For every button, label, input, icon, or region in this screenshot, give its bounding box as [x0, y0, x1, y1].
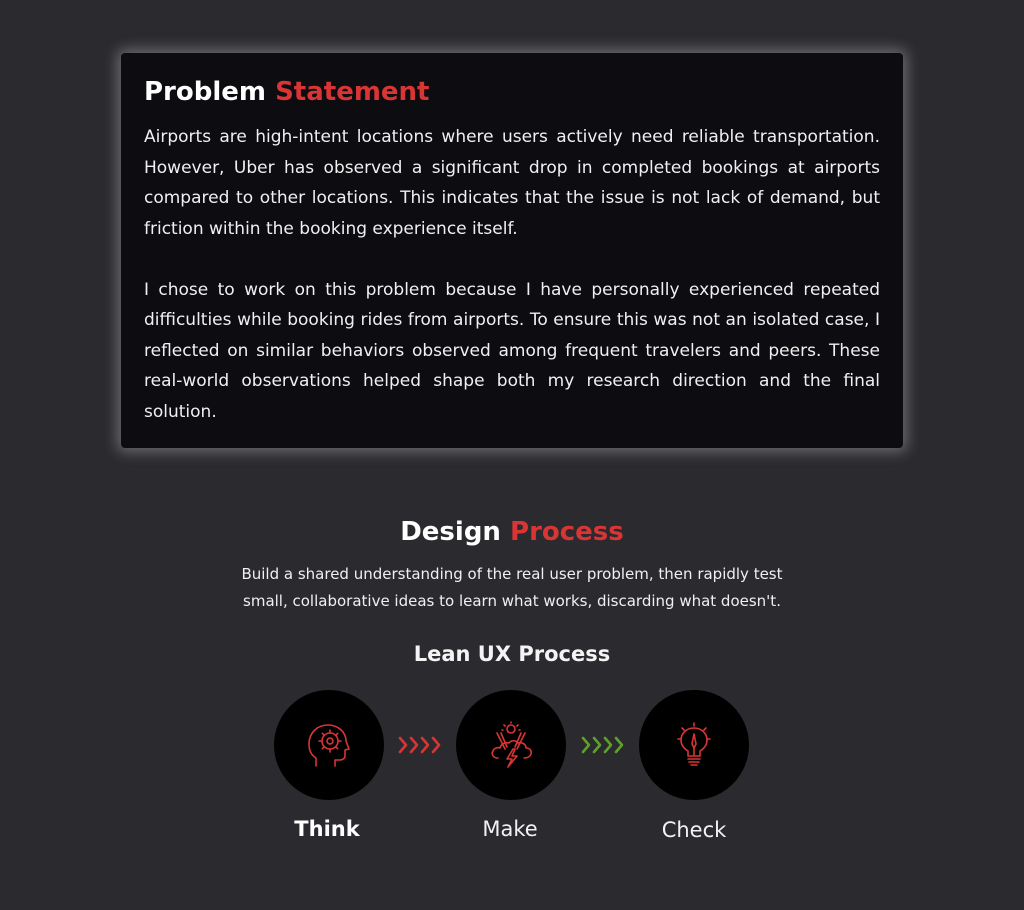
- green-chevrons-icon: [580, 734, 628, 756]
- check-step-circle: [639, 690, 749, 800]
- think-step-circle: [274, 690, 384, 800]
- design-process-description: Build a shared understanding of the real user problem, then rapidly test small, collaborative ideas to learn what works, discarding what doesn't.: [241, 565, 783, 610]
- problem-title-accent: Statement: [275, 77, 430, 107]
- creative-tools-icon: [486, 720, 536, 770]
- make-step-circle: [456, 690, 566, 800]
- lean-ux-title: Lean UX Process: [413, 642, 611, 666]
- head-gear-icon: [304, 720, 354, 770]
- lightbulb-icon: [669, 720, 719, 770]
- problem-paragraph-1: Airports are high-intent locations where users actively need reliable transportation. However, Uber has observed a significant drop in completed bookings at airports compared to other locations. This indicates that the issue is not lack of demand, but friction within the booking experience itself.: [144, 127, 880, 239]
- problem-statement-title: [144, 75, 880, 109]
- check-label: Check: [661, 818, 727, 842]
- problem-paragraph-2: I chose to work on this problem because I have personally experienced repeated difficulties while booking rides from airports. To ensure this was not an isolated case, I reflected on similar behaviors observed among frequent travelers and peers. These real-world observations helped shape both my research direction and the final solution.: [144, 279, 880, 422]
- problem-title-main: Problem: [144, 77, 266, 107]
- process-title-main: Design: [400, 517, 501, 547]
- design-process-title: [0, 513, 1024, 551]
- make-label: Make: [482, 817, 538, 841]
- process-title-accent: Process: [510, 517, 624, 547]
- problem-statement-card: [121, 53, 903, 448]
- think-label: Think: [294, 817, 360, 841]
- red-chevrons-icon: [397, 734, 445, 756]
